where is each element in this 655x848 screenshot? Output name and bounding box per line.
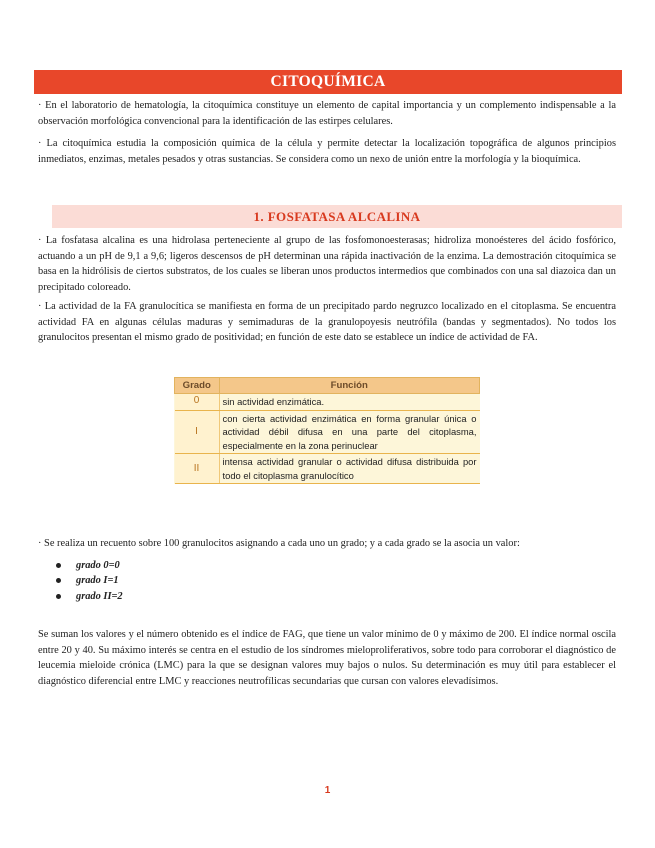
intro-paragraph-2: · La citoquímica estudia la composición química de la célula y permite detectar la localización topográfica de algunos principios inmediatos, enzimas, metales pesados y otras sustancias. Se considera como un nexo de unión entre la morfología y la bioquímica.: [38, 138, 616, 165]
count-paragraph: · Se realiza un recuento sobre 100 granulocitos asignando a cada uno un grado; y a cada grado se la asocia un valor:: [38, 538, 520, 549]
function-cell: con cierta actividad enzimática en forma granular única o actividad débil difusa en una parte del citoplasma, especialmente en la zona perinuclear: [219, 410, 480, 454]
section-paragraph-1: · La fosfatasa alcalina es una hidrolasa perteneciente al grupo de las fosfomonoesterasas; hidroliza monoésteres del ácido fosfórico, actuando a un pH de 9,1 a 9,6; ligeros descensos de pH determinan una rápida inactivación de la enzima. La demostración citoquímica se basa en la hidrólisis de ciertos substratos, de los cuales se liberan unos productos intermedios que combinados con una sal diazoica dan un precipitado coloreado.: [38, 235, 616, 293]
page-title: CITOQUÍMICA: [34, 70, 622, 94]
grade-table-header: [175, 378, 480, 394]
table-row: [175, 394, 480, 411]
list-item: [56, 573, 123, 588]
grade-value-list: [56, 558, 123, 604]
grade-value-label: grado I=1: [76, 575, 119, 587]
intro-paragraph-1: · En el laboratorio de hematología, la citoquímica constituye un elemento de capital importancia y un complemento indispensable a la observación morfológica convencional para la identificación de las estirpes celulares.: [38, 100, 616, 127]
grade-cell: II: [175, 454, 220, 484]
list-item: [56, 589, 123, 604]
function-cell: intensa actividad granular o actividad difusa distribuida por todo el citoplasma granulocítico: [219, 454, 480, 484]
function-column-header: Función: [219, 378, 480, 394]
section-paragraph-2: · La actividad de la FA granulocítica se manifiesta en forma de un precipitado pardo negruzco localizado en el citoplasma. Se encuentra actividad FA en algunas células maduras y semimaduras de la granulopoyesis neutrófila (bandas y segmentados). No todos los granulocitos presentan el mismo grado de positividad; en función de este dato se establece un índice de actividad de FA.: [38, 301, 616, 344]
grade-value-label: grado II=2: [76, 590, 123, 602]
grade-value-label: grado 0=0: [76, 560, 120, 571]
function-cell: sin actividad enzimática.: [219, 394, 480, 411]
table-row: [175, 410, 480, 454]
table-row: [175, 454, 480, 484]
grade-cell: 0: [175, 394, 220, 411]
list-item: [56, 558, 123, 573]
section-heading: 1. FOSFATASA ALCALINA: [52, 205, 622, 228]
conclusion-paragraph: Se suman los valores y el número obtenido es el índice de FAG, que tiene un valor mínimo de 0 y máximo de 200. El índice normal oscila entre 20 y 40. Su máximo interés se centra en el estudio de los síndromes mieloproliferativos, sobre todo para corroborar el diagnóstico de leucemia mieloide crónica (LMC) para la que se designan valores muy bajos o nulos. Su determinación es muy útil para establecer el diagnóstico diferencial entre LMC y reacciones neutrofílicas secundarias que cursan con valores elevadísimos.: [38, 629, 616, 687]
bullet-icon: [56, 594, 61, 599]
grade-table: [174, 377, 480, 484]
grade-column-header: Grado: [175, 378, 220, 394]
page-number: 1: [324, 785, 331, 796]
bullet-icon: [56, 563, 61, 568]
bullet-icon: [56, 578, 61, 583]
grade-cell: I: [175, 410, 220, 454]
